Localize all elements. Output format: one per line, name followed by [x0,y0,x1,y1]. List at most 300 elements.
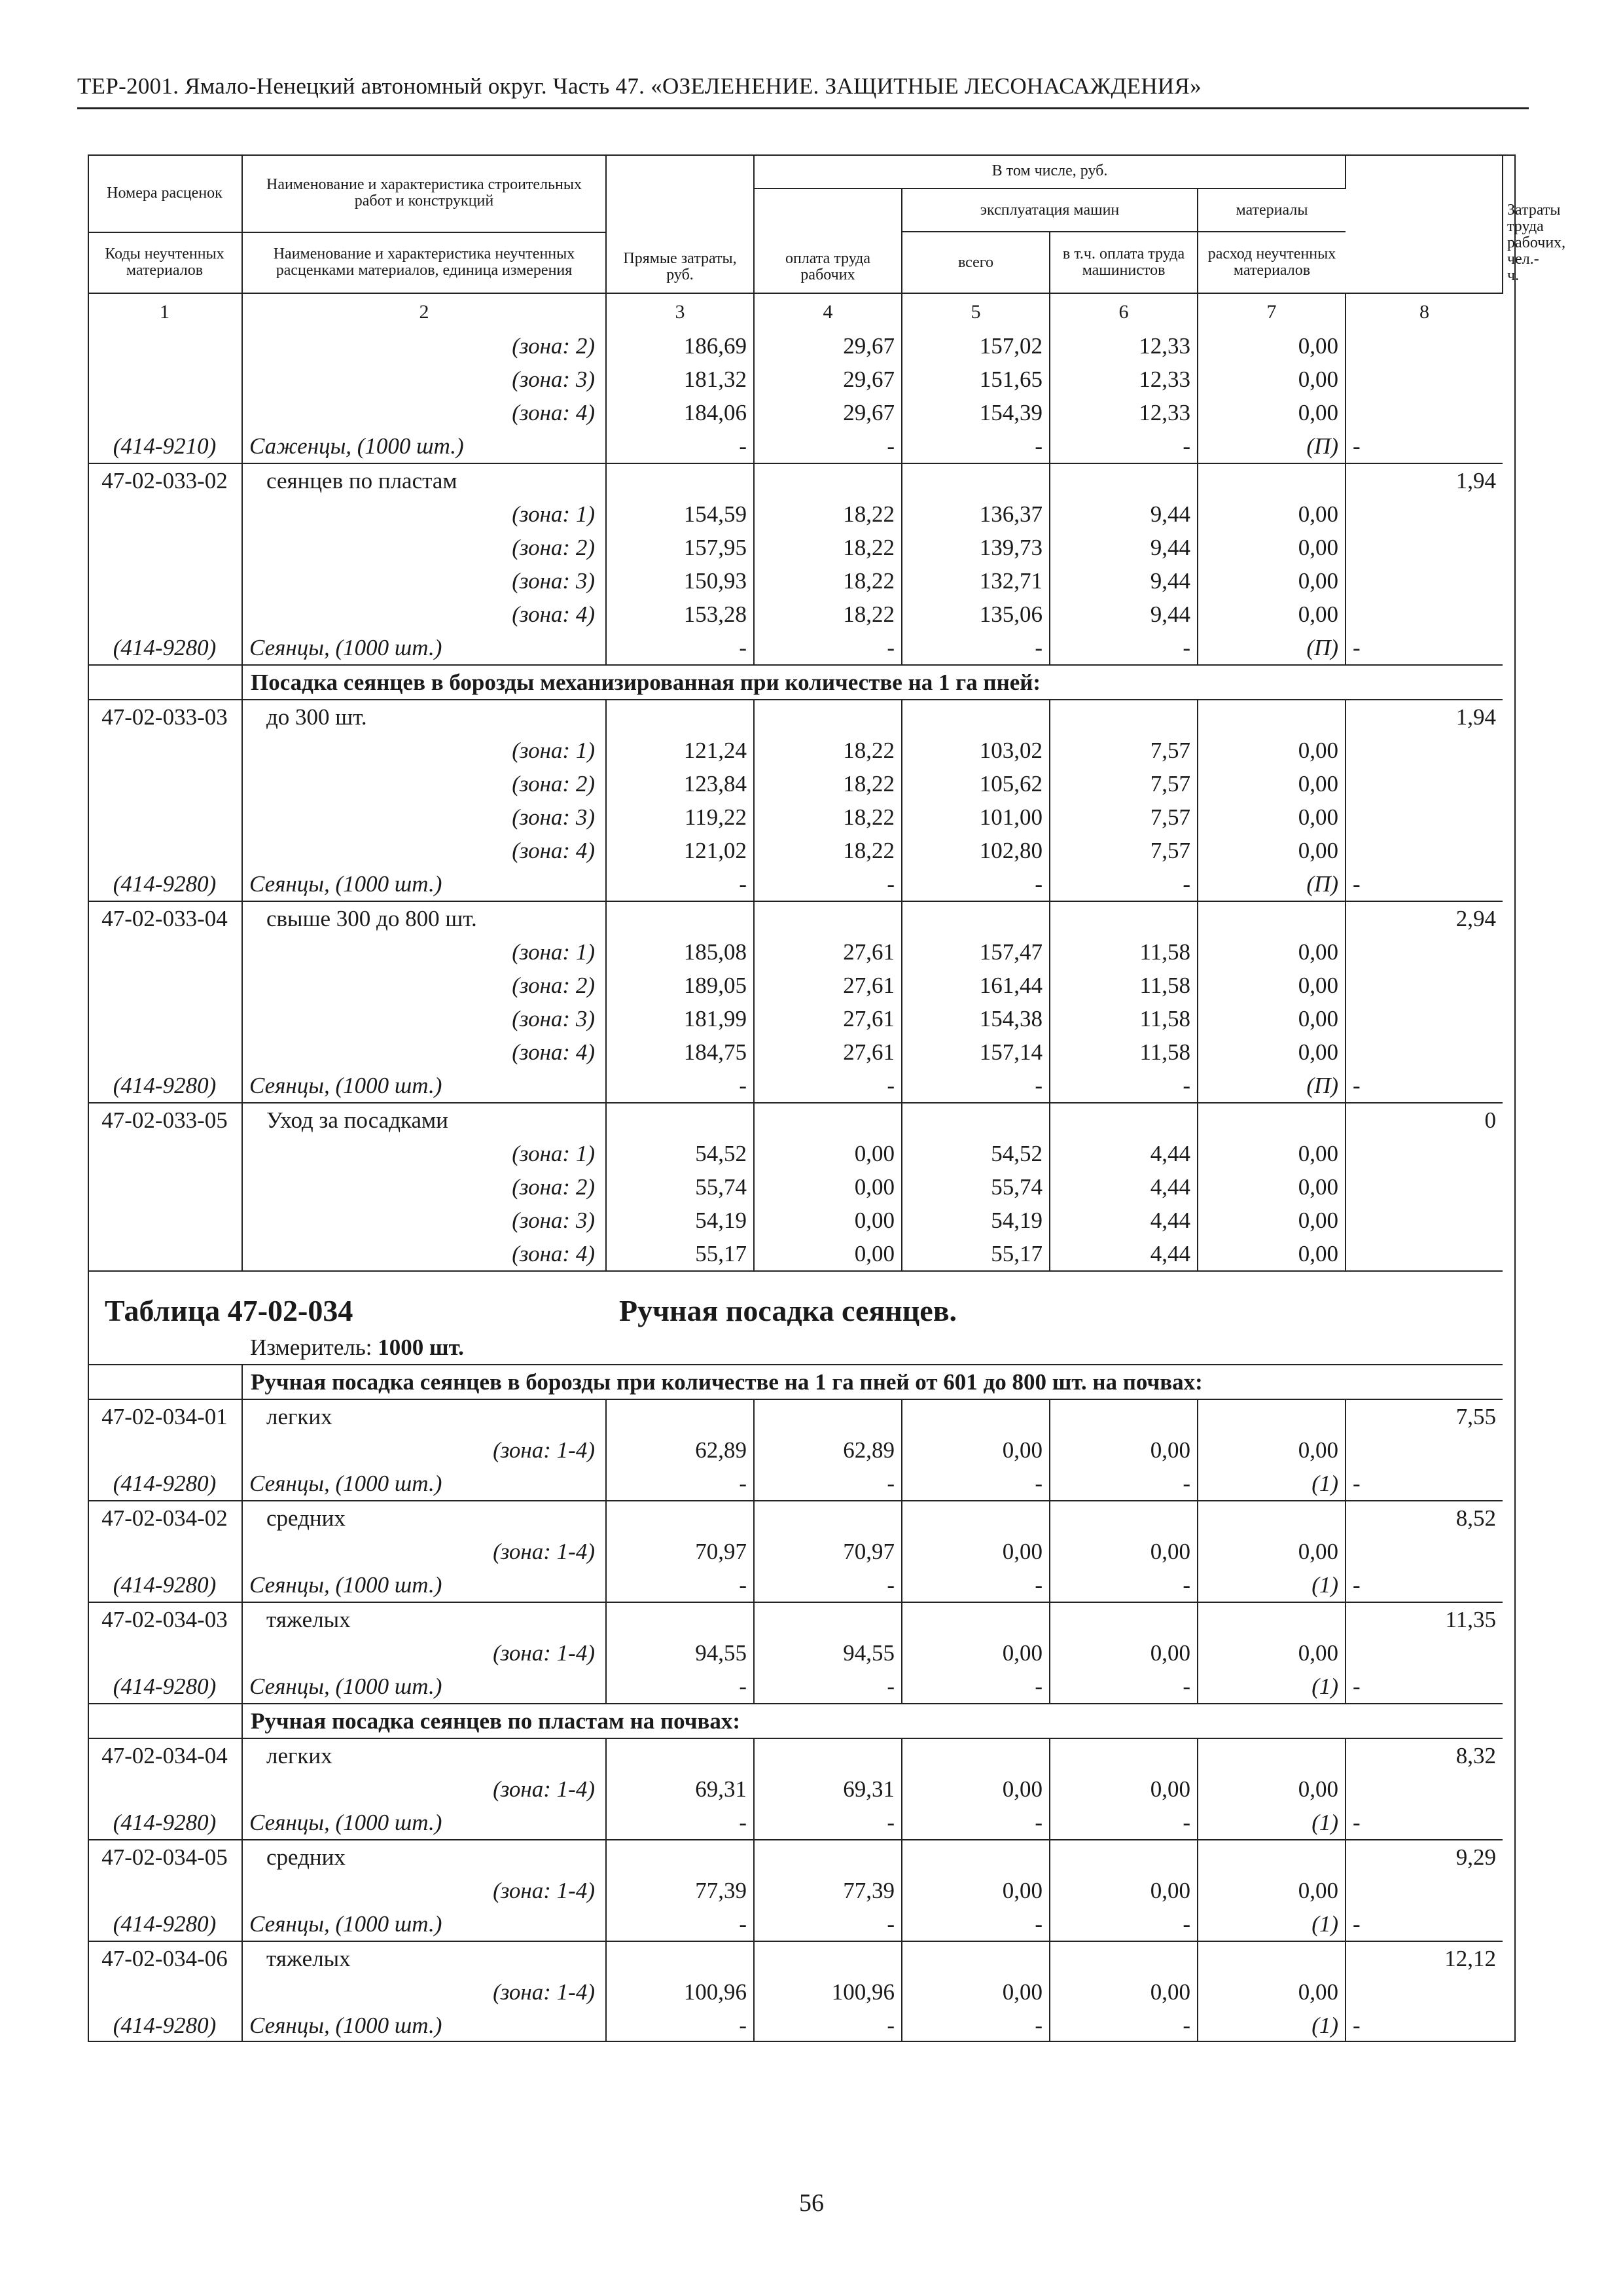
material-name: Сеянцы, (1000 шт.) [242,1568,606,1602]
value-c7 [1198,1602,1346,1636]
value-c5 [902,1941,1050,1975]
zone-label: (зона: 3) [242,363,606,396]
header-rule [77,107,1529,109]
rate-row [88,1501,1516,1535]
value-c7: 0,00 [1198,329,1346,363]
value-c3 [606,1399,754,1433]
value-c4: 18,22 [754,767,902,800]
value-c8 [1346,969,1503,1002]
value-c5: 0,00 [902,1975,1050,2009]
value-c4: - [754,631,902,665]
value-c6: 7,57 [1050,734,1198,767]
meter-value: 1000 шт. [378,1334,464,1360]
zone-label: (зона: 3) [242,564,606,598]
material-row [88,631,1516,665]
zone-label: (зона: 1) [242,1137,606,1170]
value-c7: (П) [1198,1069,1346,1103]
value-c6: 0,00 [1050,1433,1198,1467]
code-cell [88,1433,242,1467]
value-c3: - [606,1069,754,1103]
code-cell [88,531,242,564]
value-c8 [1346,1137,1503,1170]
zone-label: (зона: 2) [242,767,606,800]
col-materials-header: расход неучтенных материалов [1198,232,1346,293]
value-c4 [754,1840,902,1874]
value-c8 [1346,1433,1503,1467]
value-c8 [1346,531,1503,564]
table-title-row [88,1271,1516,1331]
value-c8 [1346,598,1503,631]
value-c8 [1346,363,1503,396]
col-number: 5 [902,293,1050,329]
value-c6: - [1050,867,1198,901]
value-c4: 69,31 [754,1772,902,1806]
value-c3 [606,1738,754,1772]
value-c4: 62,89 [754,1433,902,1467]
value-c5: - [902,867,1050,901]
code-cell [88,665,242,700]
zone-label: (зона: 1) [242,734,606,767]
rate-name: тяжелых [242,1602,606,1636]
value-c8 [1346,1035,1503,1069]
value-c4 [754,463,902,497]
rate-code: 47-02-034-04 [88,1738,242,1772]
col-machines-total-header: всего [902,232,1050,293]
value-c6 [1050,1840,1198,1874]
value-c4 [754,1103,902,1137]
value-c5: 154,38 [902,1002,1050,1035]
rate-code: 47-02-033-02 [88,463,242,497]
material-code: (414-9280) [113,1674,217,1699]
value-c7: 0,00 [1198,1035,1346,1069]
zone-row [88,564,1516,598]
value-c4 [754,1602,902,1636]
value-c6 [1050,1738,1198,1772]
rate-code: 47-02-034-01 [88,1399,242,1433]
code-cell [88,734,242,767]
col-number: 8 [1346,293,1503,329]
value-c3: 69,31 [606,1772,754,1806]
value-c6: 0,00 [1050,1636,1198,1670]
rate-row [88,1602,1516,1636]
zone-row [88,1975,1516,2009]
value-c6 [1050,700,1198,734]
value-c5: - [902,1806,1050,1840]
value-c8 [1346,1772,1503,1806]
rate-row [88,1738,1516,1772]
zone-row [88,1204,1516,1237]
zone-label: (зона: 3) [242,1002,606,1035]
code-cell [88,329,242,363]
value-c7: (1) [1198,1467,1346,1501]
table-header [88,154,1566,329]
value-c7: 0,00 [1198,1535,1346,1568]
value-c3: 186,69 [606,329,754,363]
zone-label: (зона: 1-4) [242,1975,606,2009]
zone-label: (зона: 1-4) [242,1636,606,1670]
material-row [88,2009,1516,2042]
value-c6: - [1050,631,1198,665]
material-code: (414-9280) [113,1911,217,1937]
col-codes-header [88,154,242,293]
col-material-name-label: Наименование и характеристика неучтенных расценками материалов, единица измерения [243,232,605,284]
zone-label: (зона: 2) [242,969,606,1002]
material-code: (414-9280) [113,1073,217,1098]
value-c8: - [1346,1467,1503,1501]
value-c5 [902,1399,1050,1433]
value-c5: 151,65 [902,363,1050,396]
code-cell [88,1975,242,2009]
value-c5 [902,1840,1050,1874]
value-c4: - [754,1069,902,1103]
value-c8 [1346,1874,1503,1907]
zone-label: (зона: 1-4) [242,1772,606,1806]
code-cell [88,1170,242,1204]
value-c6: 9,44 [1050,497,1198,531]
value-c4: 27,61 [754,935,902,969]
value-c5: - [902,1568,1050,1602]
rate-row [88,901,1516,935]
value-c4 [754,1501,902,1535]
zone-row [88,497,1516,531]
rate-name: до 300 шт. [242,700,606,734]
rate-row [88,1399,1516,1433]
value-c3: - [606,1670,754,1704]
value-c6 [1050,463,1198,497]
code-cell [88,396,242,429]
col-wages-header: оплата труда рабочих [754,188,902,293]
zone-row [88,363,1516,396]
value-c8 [1346,734,1503,767]
zone-label: (зона: 4) [242,1035,606,1069]
value-c3: 181,32 [606,363,754,396]
value-c5 [902,901,1050,935]
col-incl-header: В том числе, руб. [754,154,1346,188]
material-row [88,1568,1516,1602]
value-c7: (1) [1198,2009,1346,2042]
value-c4: 18,22 [754,598,902,631]
value-c5: 102,80 [902,834,1050,867]
value-c5: 55,17 [902,1237,1050,1271]
value-c7: 0,00 [1198,1237,1346,1271]
col-number: 1 [88,293,242,329]
value-c4: 27,61 [754,1035,902,1069]
value-c7: 0,00 [1198,800,1346,834]
code-cell [88,1035,242,1069]
value-c5: 103,02 [902,734,1050,767]
col-operator-wages-header: в т.ч. оплата труда машинистов [1050,232,1198,293]
value-c6 [1050,901,1198,935]
value-c8 [1346,1535,1503,1568]
value-c5: - [902,2009,1050,2042]
material-name: Сеянцы, (1000 шт.) [242,631,606,665]
value-c3: 153,28 [606,598,754,631]
value-c7: (П) [1198,631,1346,665]
value-c4: - [754,2009,902,2042]
value-c7: 0,00 [1198,767,1346,800]
rate-code: 47-02-034-06 [88,1941,242,1975]
material-code: (414-9280) [113,1471,217,1496]
code-cell [88,1204,242,1237]
value-c6 [1050,1399,1198,1433]
value-c6: 12,33 [1050,396,1198,429]
value-c6: 0,00 [1050,1874,1198,1907]
value-c8: 0 [1346,1103,1503,1137]
code-cell [88,969,242,1002]
value-c4: 27,61 [754,1002,902,1035]
col-direct-costs-header: Прямые затраты, руб. [606,154,754,293]
zone-row [88,1002,1516,1035]
value-c5 [902,1602,1050,1636]
meter [242,1331,1503,1365]
value-c4 [754,1738,902,1772]
value-c6: 7,57 [1050,800,1198,834]
value-c3 [606,1602,754,1636]
value-c7: (1) [1198,1568,1346,1602]
zone-label: (зона: 2) [242,531,606,564]
zone-row [88,969,1516,1002]
value-c8: - [1346,2009,1503,2042]
zone-label: (зона: 4) [242,598,606,631]
value-c3: 185,08 [606,935,754,969]
value-c6: 0,00 [1050,1772,1198,1806]
value-c3: 184,75 [606,1035,754,1069]
rate-row [88,1103,1516,1137]
code-cell [88,1002,242,1035]
value-c7 [1198,1501,1346,1535]
value-c4 [754,1941,902,1975]
value-c5 [902,1103,1050,1137]
value-c8 [1346,1002,1503,1035]
code-cell [88,767,242,800]
value-c3: 119,22 [606,800,754,834]
value-c8 [1346,329,1503,363]
value-c8 [1346,935,1503,969]
col-rate-number-label: Номера расценок [107,184,223,202]
code-cell [88,1704,242,1738]
value-c5: 0,00 [902,1874,1050,1907]
code-cell [88,1137,242,1170]
code-cell [88,363,242,396]
rate-code: 47-02-033-03 [88,700,242,734]
value-c6: - [1050,1069,1198,1103]
material-name: Саженцы, (1000 шт.) [242,429,606,463]
col-names-header [242,154,606,293]
rate-row [88,463,1516,497]
value-c5: 0,00 [902,1636,1050,1670]
material-row [88,429,1516,463]
value-c7 [1198,700,1346,734]
zone-row [88,1636,1516,1670]
value-c4: 0,00 [754,1170,902,1204]
value-c7 [1198,901,1346,935]
value-c8 [1346,1975,1503,2009]
value-c7: 0,00 [1198,1170,1346,1204]
section-heading: Посадка сеянцев в борозды механизированная при количестве на 1 га пней: [242,665,1503,700]
value-c6 [1050,1501,1198,1535]
rate-row [88,1941,1516,1975]
material-name: Сеянцы, (1000 шт.) [242,1069,606,1103]
value-c8 [1346,564,1503,598]
value-c6: - [1050,2009,1198,2042]
value-c7 [1198,1840,1346,1874]
value-c4: 18,22 [754,834,902,867]
col-number: 3 [606,293,754,329]
value-c6 [1050,1103,1198,1137]
code-cell [88,1535,242,1568]
rate-row [88,1840,1516,1874]
value-c4: 18,22 [754,734,902,767]
material-name: Сеянцы, (1000 шт.) [242,2009,606,2042]
value-c5: - [902,429,1050,463]
value-c7: (1) [1198,1806,1346,1840]
value-c7: 0,00 [1198,969,1346,1002]
value-c7 [1198,1399,1346,1433]
rates-table [88,154,1566,2042]
code-cell [88,1874,242,1907]
value-c7: (1) [1198,1907,1346,1941]
zone-row [88,767,1516,800]
value-c8: - [1346,1907,1503,1941]
section-heading: Ручная посадка сеянцев по пластам на почвах: [242,1704,1503,1738]
value-c8 [1346,1237,1503,1271]
value-c8 [1346,1204,1503,1237]
value-c7: 0,00 [1198,1975,1346,2009]
value-c3: - [606,429,754,463]
rate-code: 47-02-034-02 [88,1501,242,1535]
zone-row [88,598,1516,631]
value-c8 [1346,1636,1503,1670]
value-c4: - [754,1907,902,1941]
material-row [88,1467,1516,1501]
value-c5 [902,1501,1050,1535]
rate-name: легких [242,1399,606,1433]
value-c8: - [1346,867,1503,901]
value-c7: 0,00 [1198,1002,1346,1035]
page-header: ТЕР-2001. Ямало-Ненецкий автономный округ. Часть 47. «ОЗЕЛЕНЕНИЕ. ЗАЩИТНЫЕ ЛЕСОНАСАЖДЕНИЯ» [77,73,1202,99]
col-material-code-label: Коды неучтенных материалов [88,232,241,284]
value-c6: 4,44 [1050,1204,1198,1237]
code-cell [88,564,242,598]
material-code: (414-9210) [113,433,217,459]
zone-row [88,1535,1516,1568]
code-cell [88,1365,242,1399]
value-c6: - [1050,1568,1198,1602]
value-c3: - [606,2009,754,2042]
code-cell [88,800,242,834]
col-number: 4 [754,293,902,329]
value-c4: - [754,867,902,901]
zone-label: (зона: 3) [242,1204,606,1237]
zone-row [88,834,1516,867]
value-c4 [754,1399,902,1433]
meter-label: Измеритель: [250,1334,372,1360]
material-code: (414-9280) [113,2013,217,2038]
column-numbers-row [88,293,1516,329]
material-row [88,1670,1516,1704]
value-c3: 123,84 [606,767,754,800]
value-c7: 0,00 [1198,564,1346,598]
value-c7 [1198,1103,1346,1137]
value-c7: (1) [1198,1670,1346,1704]
value-c4: 18,22 [754,564,902,598]
zone-row [88,531,1516,564]
value-c4: - [754,429,902,463]
zone-label: (зона: 1) [242,497,606,531]
value-c4: 100,96 [754,1975,902,2009]
table-title: Ручная посадка сеянцев. [606,1271,1503,1331]
value-c6 [1050,1941,1198,1975]
value-c8: 1,94 [1346,463,1503,497]
value-c6: 11,58 [1050,935,1198,969]
zone-label: (зона: 1-4) [242,1874,606,1907]
value-c3: 184,06 [606,396,754,429]
material-code: (414-9280) [113,871,217,897]
value-c5: 136,37 [902,497,1050,531]
material-name: Сеянцы, (1000 шт.) [242,1670,606,1704]
value-c4: 18,22 [754,531,902,564]
material-row [88,867,1516,901]
code-cell [88,1237,242,1271]
value-c5: 154,39 [902,396,1050,429]
value-c8: 8,52 [1346,1501,1503,1535]
value-c8: - [1346,1568,1503,1602]
value-c7: 0,00 [1198,1433,1346,1467]
material-name: Сеянцы, (1000 шт.) [242,1467,606,1501]
zone-row [88,935,1516,969]
value-c6: - [1050,1467,1198,1501]
value-c3 [606,463,754,497]
value-c3: - [606,867,754,901]
value-c3: 181,99 [606,1002,754,1035]
rate-name: средних [242,1840,606,1874]
value-c4 [754,700,902,734]
rate-name: сеянцев по пластам [242,463,606,497]
material-row [88,1069,1516,1103]
zone-row [88,329,1516,363]
value-c8 [1346,396,1503,429]
material-code: (414-9280) [113,1572,217,1598]
rate-code: 47-02-033-04 [88,901,242,935]
value-c6 [1050,1602,1198,1636]
zone-label: (зона: 1-4) [242,1433,606,1467]
value-c5 [902,463,1050,497]
value-c3: 157,95 [606,531,754,564]
value-c4: 0,00 [754,1204,902,1237]
value-c6: - [1050,1670,1198,1704]
value-c6: 11,58 [1050,1035,1198,1069]
value-c5: 157,02 [902,329,1050,363]
value-c3: 54,52 [606,1137,754,1170]
value-c5: 157,14 [902,1035,1050,1069]
value-c6: 4,44 [1050,1170,1198,1204]
value-c4: 0,00 [754,1237,902,1271]
value-c8: 1,94 [1346,700,1503,734]
value-c7: 0,00 [1198,497,1346,531]
value-c6: 12,33 [1050,329,1198,363]
zone-row [88,1433,1516,1467]
code-cell [88,935,242,969]
value-c6: 4,44 [1050,1237,1198,1271]
value-c6: - [1050,1907,1198,1941]
col-materials-group-header: материалы [1198,188,1346,232]
value-c4: 27,61 [754,969,902,1002]
value-c5: 139,73 [902,531,1050,564]
value-c3: 94,55 [606,1636,754,1670]
zone-row [88,1137,1516,1170]
value-c8 [1346,800,1503,834]
value-c8: 7,55 [1346,1399,1503,1433]
